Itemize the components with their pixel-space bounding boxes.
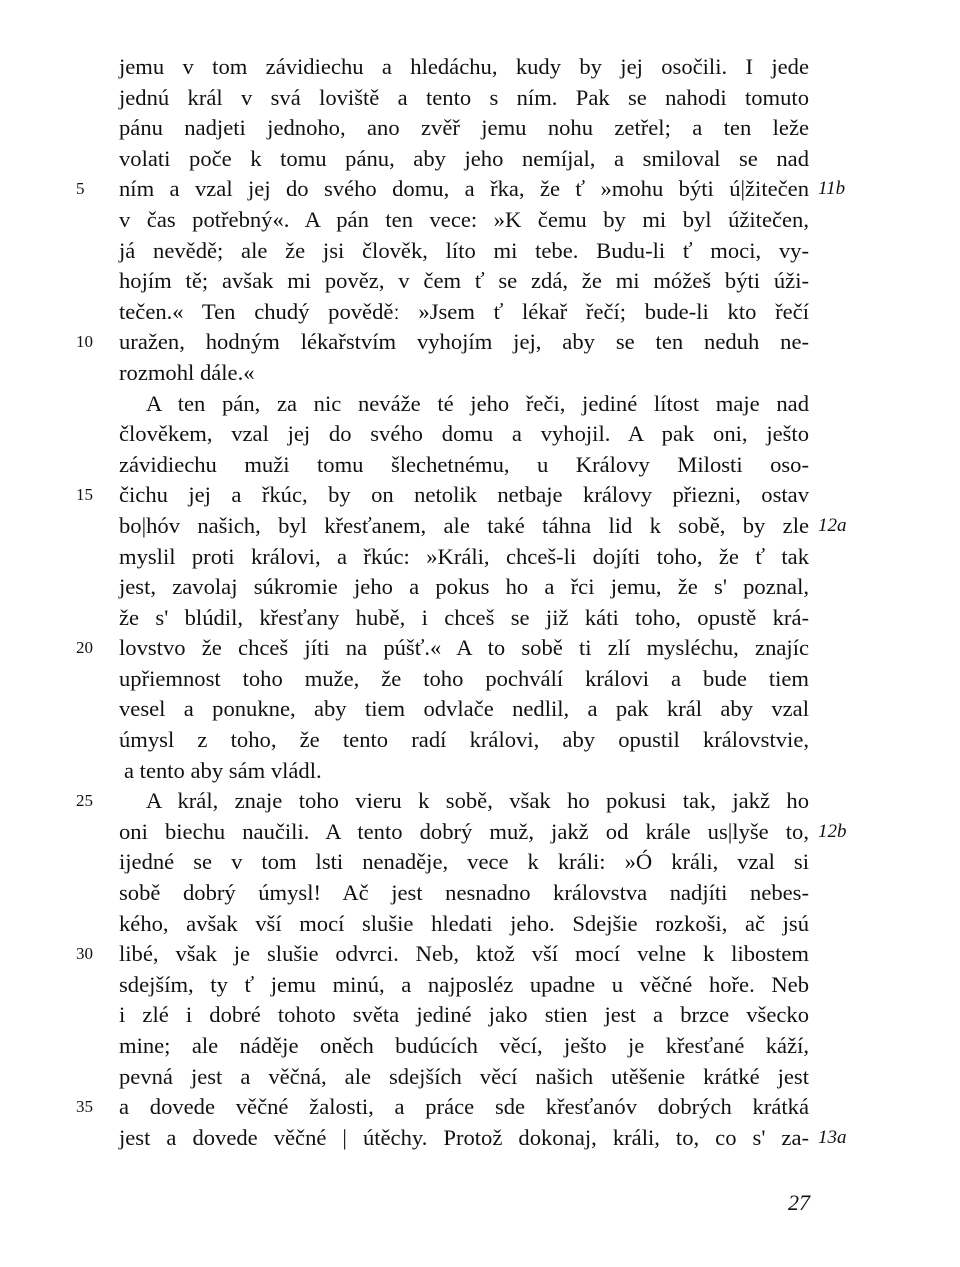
text-line xyxy=(0,878,960,909)
line-number: 25 xyxy=(76,791,93,811)
line-text: a dovede věčné žalosti, a práce sde křesťanóv dobrých krátká xyxy=(119,1094,809,1120)
line-text: mine; ale náděje oněch budúcích věcí, ješto je křesťané káží, xyxy=(119,1033,809,1058)
text-line xyxy=(0,786,960,817)
text-line xyxy=(0,511,960,542)
line-text: jemu v tom závidiechu a hledáchu, kudy by jej osočili. I jede xyxy=(119,54,809,79)
line-text: pánu nadjeti jednoho, ano zvěř jemu nohu zetřel; a ten leže xyxy=(119,115,809,141)
line-number: 20 xyxy=(76,638,93,658)
text-line xyxy=(0,450,960,481)
line-text: že s' blúdil, křesťany hubě, i chceš se již káti toho, opustě krá- xyxy=(119,604,809,630)
line-text: myslil proti královi, a řkúc: »Králi, chceš-li dojíti toho, že ť tak xyxy=(119,543,809,569)
text-line xyxy=(0,603,960,634)
line-text: A král, znaje toho vieru k sobě, však ho pokusi tak, jakž ho xyxy=(146,788,809,814)
line-text: upřiemnost toho muže, že toho pochválí královi a bude tiem xyxy=(119,665,809,691)
text-line xyxy=(0,572,960,603)
text-line xyxy=(0,847,960,878)
text-line xyxy=(0,327,960,358)
text-line xyxy=(0,1062,960,1093)
text-line xyxy=(0,205,960,236)
line-text: hojím tě; avšak mi pověz, v čem ť se zdá, že mi móžeš býti úži- xyxy=(119,268,809,294)
line-text: jest, zavolaj súkromie jeho a pokus ho a řci jemu, že s' poznal, xyxy=(119,574,809,600)
text-line xyxy=(0,694,960,725)
text-line xyxy=(0,266,960,297)
text-line xyxy=(0,939,960,970)
text-line xyxy=(0,817,960,848)
text-line xyxy=(0,725,960,756)
line-text: lovstvo že chceš jíti na púšť.« A to sobě ti zlí mysléchu, znajíc xyxy=(119,635,809,661)
line-number: 30 xyxy=(76,944,93,964)
line-text: v čas potřebný«. A pán ten vece: »K čemu by mi byl úžitečen, xyxy=(119,206,809,232)
line-text: sdejším, ty ť jemu minú, a najposléz upadne u věčné hoře. Neb xyxy=(119,971,809,997)
page-number: 27 xyxy=(788,1190,810,1215)
line-text: oni biechu naučili. A tento dobrý muž, jakž od krále us|lyše to, xyxy=(119,818,809,844)
line-text: pevná jest a věčná, ale sdejších věcí našich utěšenie krátké jest xyxy=(119,1063,809,1089)
line-text: úmysl z toho, že tento radí královi, aby opustil královstvie, xyxy=(119,727,809,753)
line-text: já nevědě; ale že jsi člověk, líto mi tebe. Budu-li ť moci, vy- xyxy=(119,237,809,263)
line-number: 5 xyxy=(76,179,85,199)
text-line xyxy=(0,389,960,420)
text-line xyxy=(0,144,960,175)
line-text: a tento aby sám vládl. xyxy=(124,757,322,783)
line-text: sobě dobrý úmysl! Ač jest nesnadno královstva nadjíti nebes- xyxy=(119,880,809,906)
text-line xyxy=(0,174,960,205)
line-text: rozmohl dále.« xyxy=(119,359,255,385)
text-line xyxy=(0,542,960,573)
line-text: ijedné se v tom lsti nenaděje, vece k králi: »Ó králi, vzal si xyxy=(119,849,809,875)
line-text: libé, však je slušie odvrci. Neb, ktož vší mocí velne k libostem xyxy=(119,941,809,967)
text-line xyxy=(0,1123,960,1154)
text-line xyxy=(0,1092,960,1123)
text-line xyxy=(0,756,960,787)
text-line xyxy=(0,1000,960,1031)
line-number: 15 xyxy=(76,485,93,505)
line-text: čichu jej a řkúc, by on netolik netbaje královy přiezni, ostav xyxy=(119,482,809,508)
text-line xyxy=(0,113,960,144)
line-text: jednú král v svá loviště a tento s ním. Pak se nahodi tomuto xyxy=(119,84,809,110)
line-text: volati poče k tomu pánu, aby jeho nemíjal, a smiloval se nad xyxy=(119,145,809,171)
text-line xyxy=(0,664,960,695)
text-line xyxy=(0,236,960,267)
line-text: jest a dovede věčné | útěchy. Protož dokonaj, králi, to, co s' za- xyxy=(119,1124,809,1150)
text-line xyxy=(0,419,960,450)
text-line xyxy=(0,480,960,511)
line-text: i zlé i dobré tohoto světa jediné jako stien jest a brzce všecko xyxy=(119,1002,809,1028)
folio-reference: 12a xyxy=(818,514,847,536)
line-text: kého, avšak vší mocí slušie hledati jeho. Sdejšie rozkoši, ač jsú xyxy=(119,910,809,936)
text-line xyxy=(0,909,960,940)
text-line xyxy=(0,358,960,389)
text-line xyxy=(0,633,960,664)
text-line xyxy=(0,970,960,1001)
line-text: bo|hóv našich, byl křesťanem, ale také táhna lid k sobě, by zle xyxy=(119,512,809,538)
folio-reference: 12b xyxy=(818,820,847,842)
text-line xyxy=(0,52,960,83)
body-text xyxy=(0,52,960,1153)
line-text: A ten pán, za nic neváže té jeho řeči, jediné lítost maje nad xyxy=(146,390,809,416)
line-text: vesel a ponukne, aby tiem odvlače nedlil, a pak král aby vzal xyxy=(119,696,809,722)
text-line xyxy=(0,83,960,114)
text-line xyxy=(0,1031,960,1062)
line-text: ním a vzal jej do svého domu, a řka, že ť »mohu býti ú|žitečen xyxy=(119,176,809,202)
text-line xyxy=(0,297,960,328)
line-text: člověkem, vzal jej do svého domu a vyhojil. A pak oni, ješto xyxy=(119,421,809,447)
folio-reference: 13a xyxy=(818,1126,847,1148)
line-text: tečen.« Ten chudý pověděː »Jsem ť lékař řečí; bude-li kto řečí xyxy=(119,298,809,324)
line-number: 10 xyxy=(76,332,93,352)
line-text: uražen, hodným lékařstvím vyhojím jej, aby se ten neduh ne- xyxy=(119,329,809,355)
line-number: 35 xyxy=(76,1097,93,1117)
folio-reference: 11b xyxy=(818,178,846,200)
line-text: závidiechu muži tomu šlechetnému, u Královy Milosti oso- xyxy=(119,451,809,477)
